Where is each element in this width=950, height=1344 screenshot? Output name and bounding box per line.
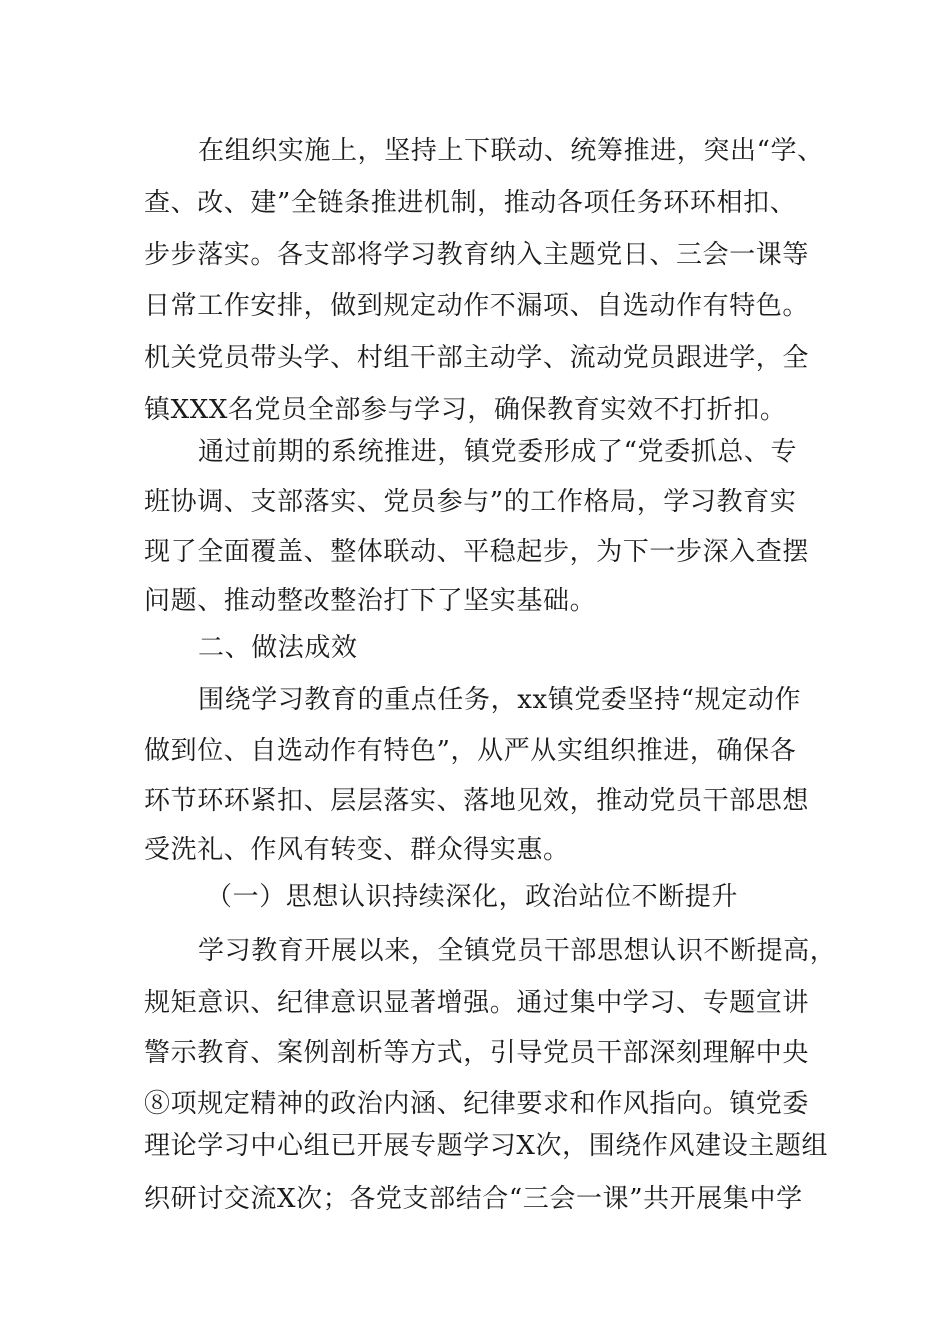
paragraph-line: 机关党员带头学、村组干部主动学、流动党员跟进学，全 [144, 343, 810, 373]
paragraph-line: 警示教育、案例剖析等方式，引导党员干部深刻理解中央 [144, 1038, 810, 1068]
paragraph-line: 步步落实。各支部将学习教育纳入主题党日、三会一课等 [144, 240, 810, 270]
paragraph-line: 理论学习中心组已开展专题学习X次，围绕作风建设主题组 [144, 1131, 829, 1161]
paragraph-line: 镇XXX名党员全部参与学习，确保教育实效不打折扣。 [144, 395, 787, 425]
paragraph-line: 在组织实施上，坚持上下联动、统筹推进，突出“学、 [198, 136, 824, 166]
paragraph-line: 受洗礼、作风有转变、群众得实惠。 [144, 835, 570, 865]
paragraph-line: 现了全面覆盖、整体联动、平稳起步，为下一步深入查摆 [144, 537, 810, 567]
subsection-heading: （一）思想认识持续深化，政治站位不断提升 [206, 882, 739, 912]
paragraph-line: 问题、推动整改整治打下了坚实基础。 [144, 586, 597, 616]
paragraph-line: 通过前期的系统推进，镇党委形成了“党委抓总、专 [198, 437, 798, 467]
paragraph-line: 学习教育开展以来，全镇党员干部思想认识不断提高， [198, 936, 837, 966]
section-heading: 二、做法成效 [198, 633, 358, 663]
paragraph-line: 织研讨交流X次；各党支部结合“三会一课”共开展集中学 [144, 1184, 803, 1214]
paragraph-line: 做到位、自选动作有特色”，从严从实组织推进，确保各 [144, 736, 797, 766]
paragraph-line: 围绕学习教育的重点任务，xx镇党委坚持“规定动作 [198, 685, 802, 715]
paragraph-line: ⑧项规定精神的政治内涵、纪律要求和作风指向。镇党委 [144, 1089, 810, 1119]
paragraph-line: 环节环环紧扣、层层落实、落地见效，推动党员干部思想 [144, 786, 810, 816]
paragraph-line: 规矩意识、纪律意识显著增强。通过集中学习、专题宣讲 [144, 988, 810, 1018]
paragraph-line: 班协调、支部落实、党员参与”的工作格局，学习教育实 [144, 487, 797, 517]
paragraph-line: 查、改、建”全链条推进机制，推动各项任务环环相扣、 [144, 188, 797, 218]
paragraph-line: 日常工作安排，做到规定动作不漏项、自选动作有特色。 [144, 291, 810, 321]
